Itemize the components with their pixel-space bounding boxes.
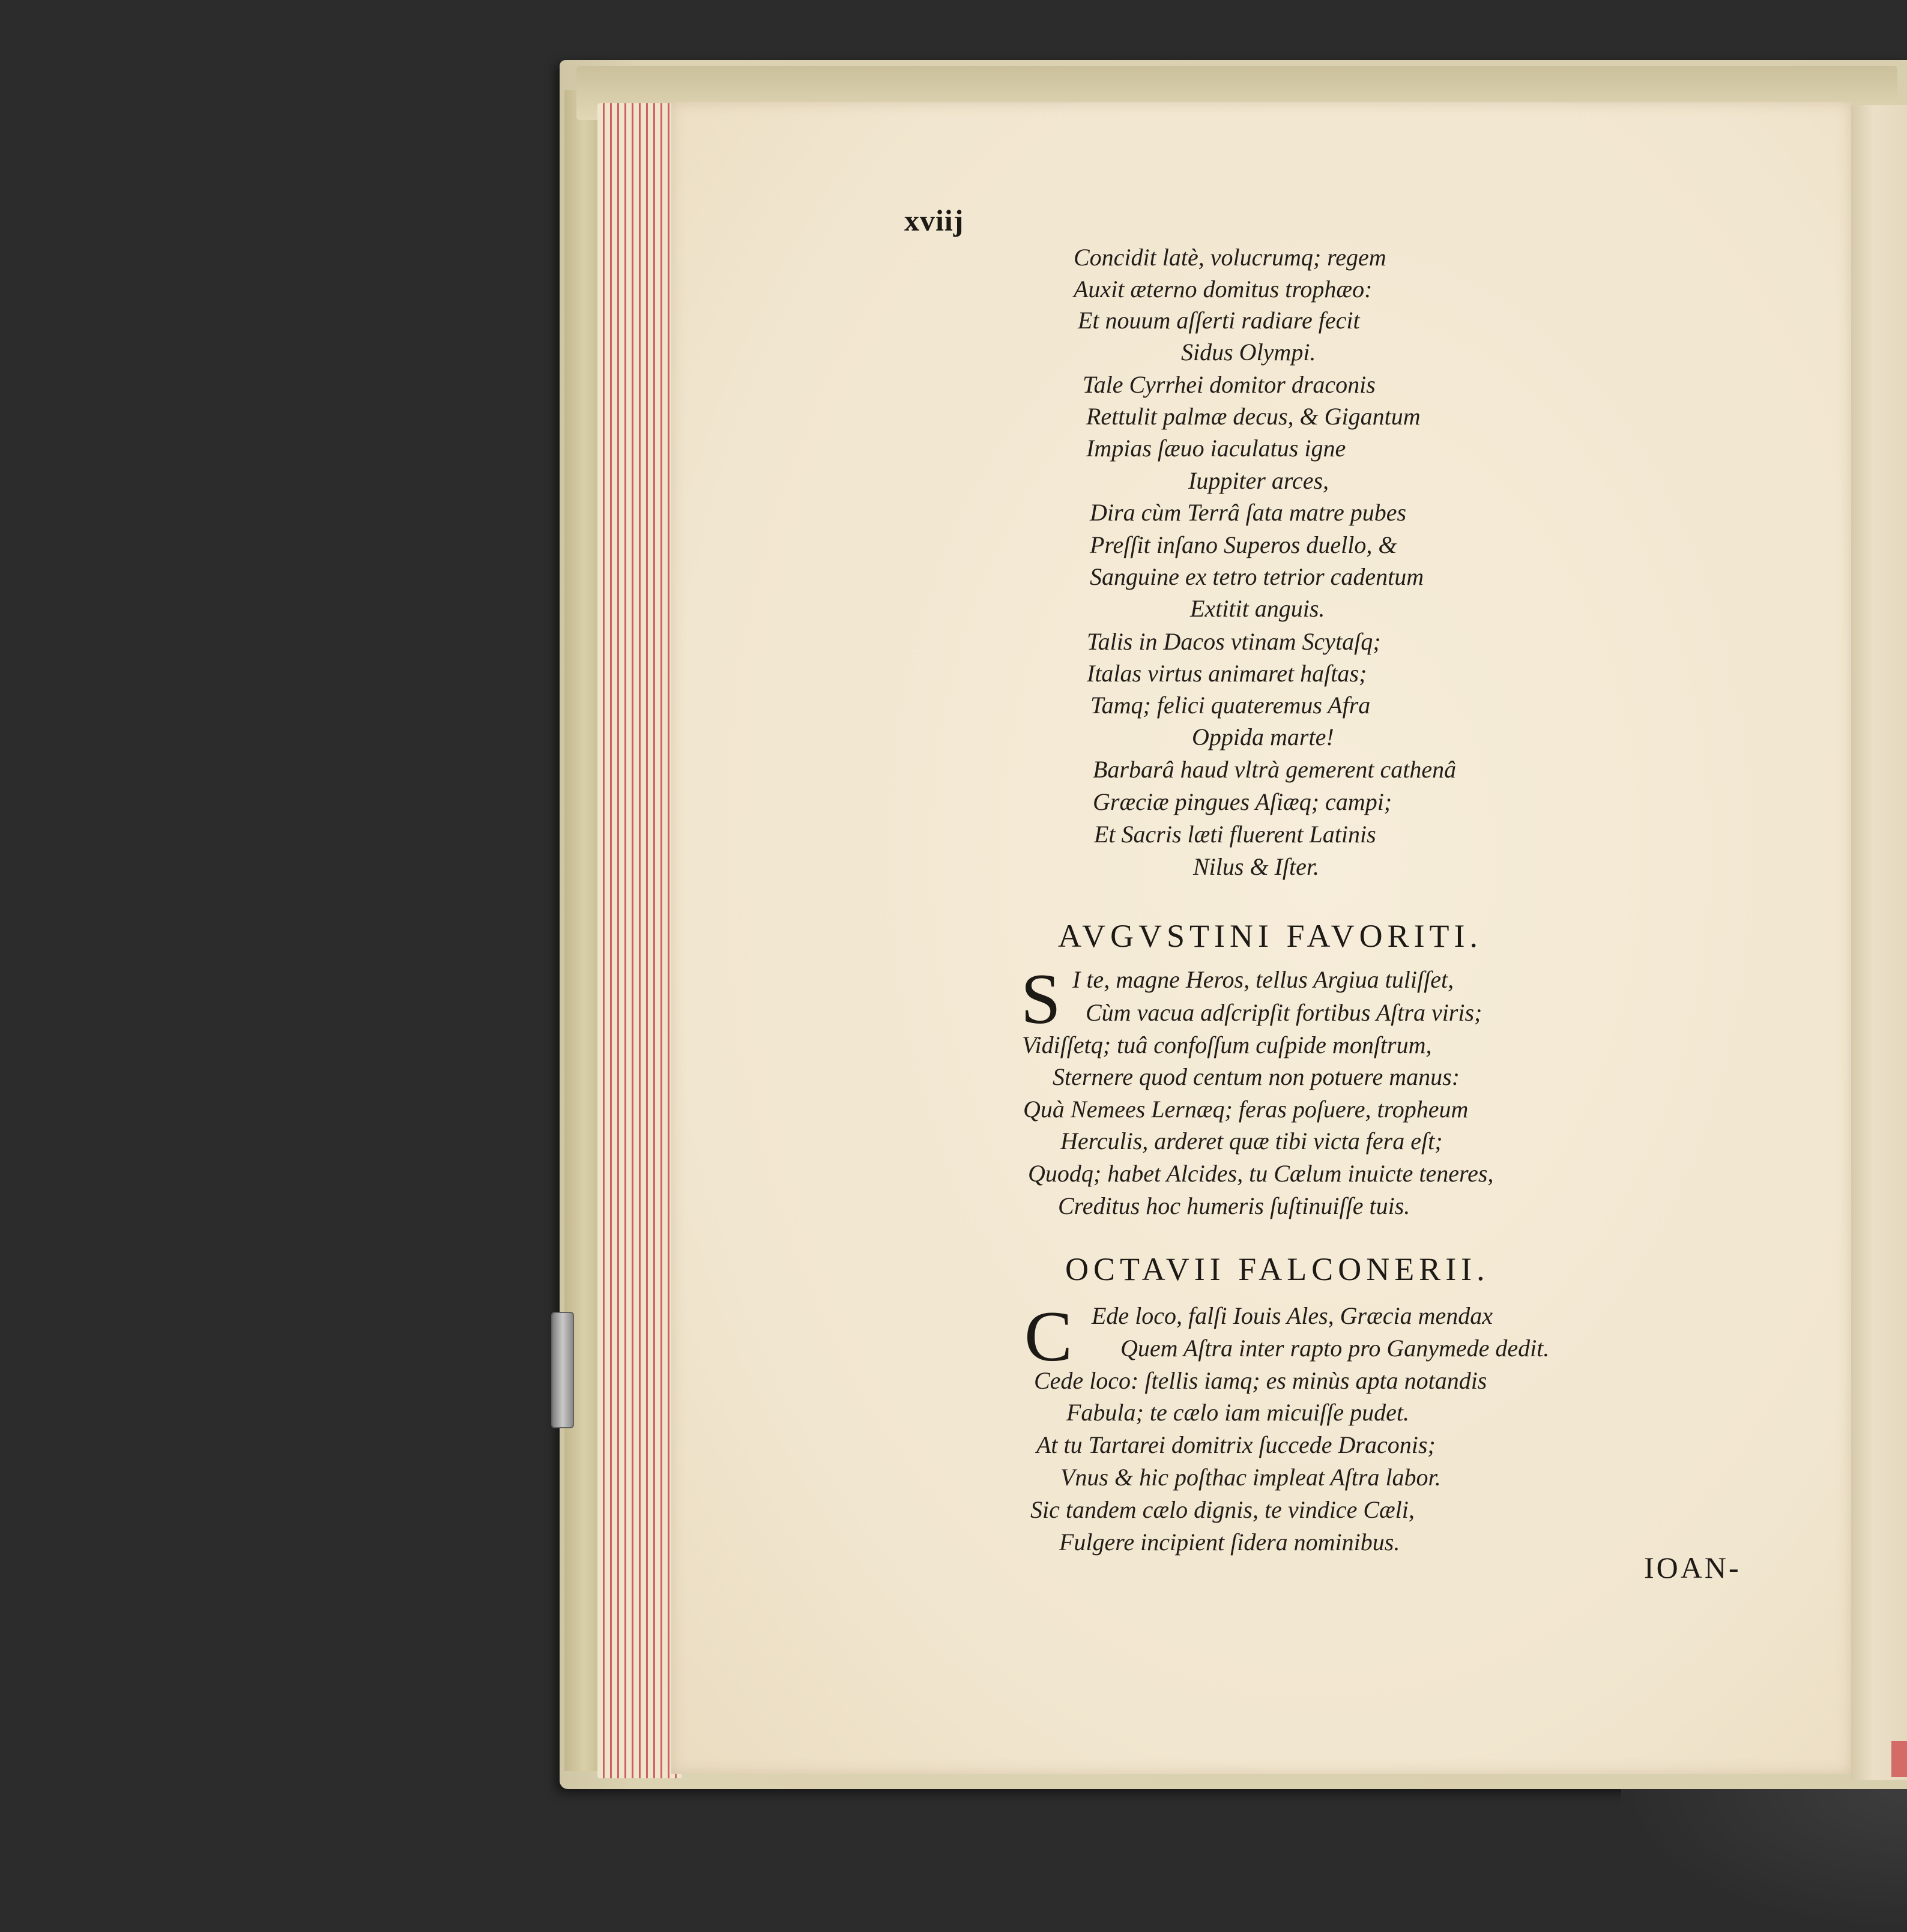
verse-line: Fabula; te cælo iam micuiſſe pudet. [1066, 1399, 1409, 1426]
verse-line: Concidit latè, volucrumq; regem [1074, 244, 1386, 271]
red-page-edges [597, 103, 682, 1778]
page-number: xviij [904, 204, 964, 237]
verse-line: Vnus & hic poſthac impleat Aſtra labor. [1060, 1464, 1441, 1491]
clasp-icon [551, 1312, 574, 1428]
verse-line: Tamq; felici quateremus Afra [1090, 692, 1371, 719]
book-spine [564, 90, 597, 1771]
verse-line: Quem Aſtra inter rapto pro Ganymede dedit. [1120, 1335, 1550, 1362]
verse-line: Ede loco, falſi Iouis Ales, Græcia mendax [1092, 1302, 1493, 1329]
verse-line: Sic tandem cælo dignis, te vindice Cæli, [1030, 1496, 1415, 1523]
verse-line: Græciæ pingues Aſiæq; campi; [1093, 788, 1392, 815]
verse-line: Barbarâ haud vltrà gemerent cathenâ [1093, 756, 1457, 783]
verse-line: Cùm vacua adſcripſit fortibus Aſtra viris; [1086, 999, 1482, 1026]
verse-line: Preſſit inſano Superos duello, & [1090, 531, 1397, 558]
verse-line: Et nouum aſſerti radiare fecit [1078, 307, 1360, 334]
verse-line: Dira cùm Terrâ ſata matre pubes [1090, 499, 1407, 526]
verse-line: Impias ſæuo iaculatus igne [1086, 435, 1346, 462]
verse-line: Talis in Dacos vtinam Scytaſq; [1087, 628, 1381, 655]
verse-line: Et Sacris læti fluerent Latinis [1094, 821, 1376, 848]
drop-capital: S [1021, 959, 1061, 1039]
verse-line: Herculis, arderet quæ tibi victa fera eſt; [1060, 1128, 1443, 1155]
facing-page-edge [1851, 105, 1907, 1780]
verse-line: Vidiſſetq; tuâ confoſſum cuſpide monſtrum, [1022, 1031, 1432, 1058]
verse-line: At tu Tartarei domitrix ſuccede Draconis; [1036, 1431, 1436, 1458]
verse-line: Auxit æterno domitus trophæo: [1074, 276, 1373, 303]
verse-line: Creditus hoc humeris ſuſtinuiſſe tuis. [1058, 1192, 1410, 1219]
verse-line: Nilus & Iſter. [1193, 853, 1320, 880]
verse-line: Quodq; habet Alcides, tu Cælum inuicte teneres, [1028, 1160, 1494, 1187]
verse-line: Sidus Olympi. [1181, 339, 1316, 366]
red-edge-corner [1891, 1741, 1907, 1777]
verse-line: Italas virtus animaret haſtas; [1087, 660, 1367, 687]
section-heading: AVGVSTINI FAVORITI. [1058, 918, 1483, 954]
verse-line: Sternere quod centum non potuere manus: [1053, 1063, 1460, 1090]
catchword: IOAN- [1644, 1551, 1741, 1584]
verse-line: Cede loco: ſtellis iamq; es minùs apta notandis [1034, 1367, 1487, 1394]
verse-line: Extitit anguis. [1190, 595, 1325, 622]
shadow [1621, 1789, 1907, 1932]
verse-line: Oppida marte! [1192, 723, 1334, 750]
drop-capital: C [1024, 1296, 1073, 1376]
verse-line: Fulgere incipient ſidera nominibus. [1059, 1529, 1400, 1556]
verse-line: Sanguine ex tetro tetrior cadentum [1090, 563, 1424, 590]
section-heading: OCTAVII FALCONERII. [1065, 1251, 1490, 1287]
verse-line: I te, magne Heros, tellus Argiua tuliſſet, [1072, 966, 1454, 993]
verse-line: Iuppiter arces, [1188, 467, 1329, 494]
show-through-text [1621, 276, 1628, 305]
verse-line: Tale Cyrrhei domitor draconis [1083, 371, 1376, 398]
verse-line: Quà Nemees Lernæq; feras poſuere, tropheum [1023, 1096, 1469, 1123]
verse-line: Rettulit palmæ decus, & Gigantum [1086, 403, 1421, 430]
